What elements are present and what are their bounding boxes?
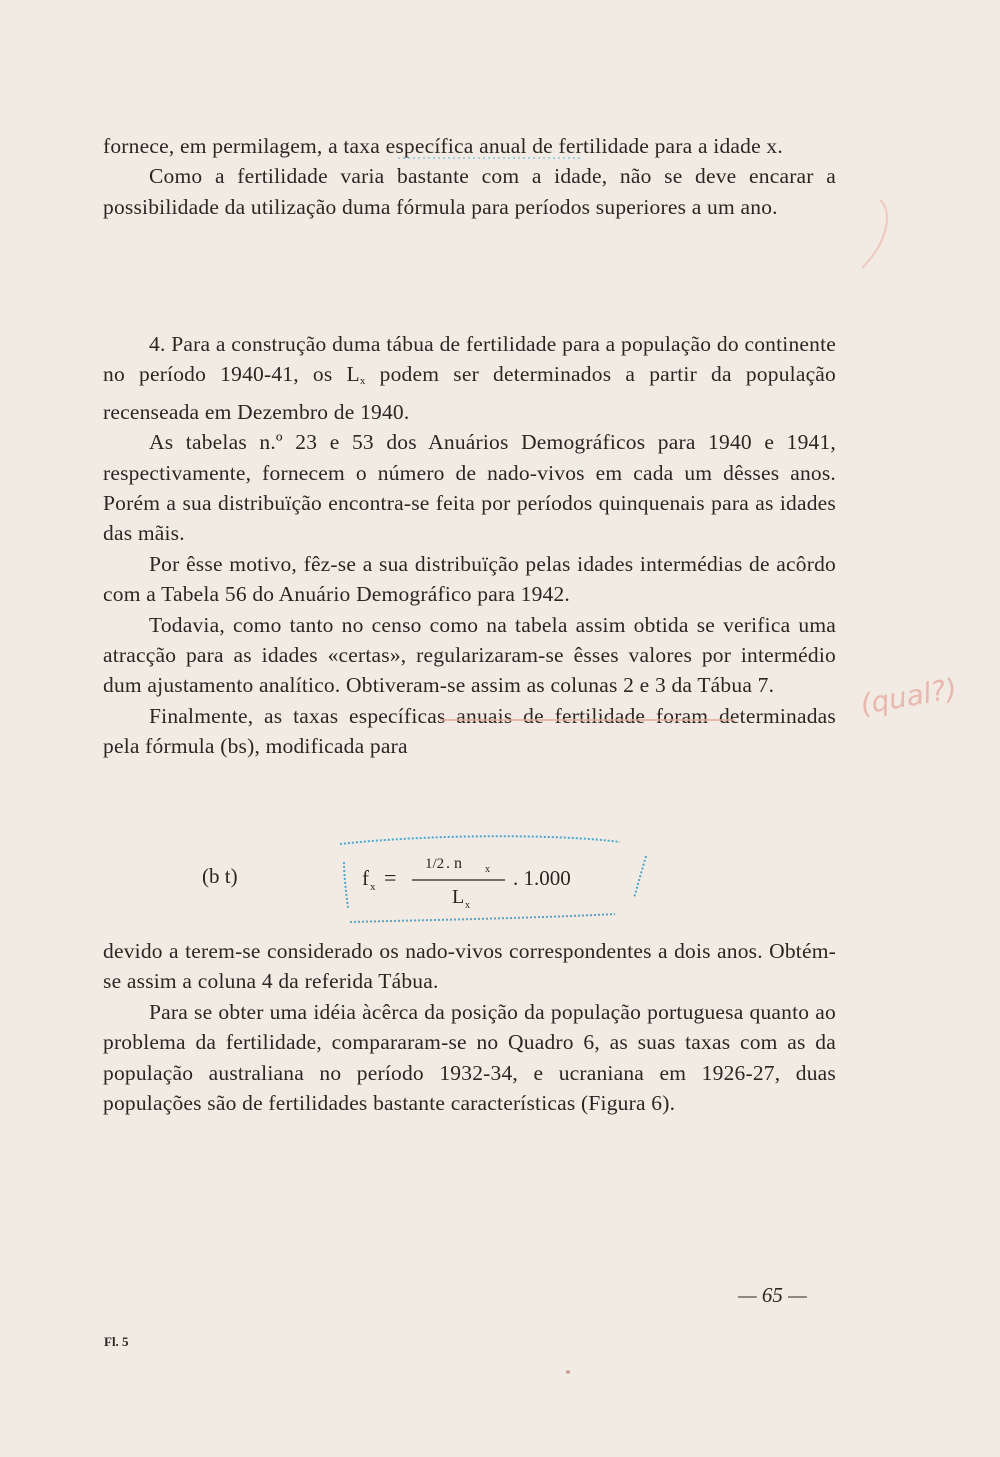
lx-subscript: x <box>359 375 366 388</box>
paragraph-taxa: fornece, em permilagem, a taxa específica anual de fertilidade para a idade x. <box>103 134 783 158</box>
intro-text-b: podem ser determinados a partir da população recenseada em Dezembro de 1940. <box>103 362 837 424</box>
formula-equals: = <box>384 865 397 890</box>
formula-den-sub: x <box>465 900 470 911</box>
paragraph-motivo: Por êsse motivo, fêz-se a sua distribuïção pelas idades intermédias de acôrdo com a Tabela 56 do Anuário Demográfico para 1942. <box>103 551 836 607</box>
formula-num-frac: 1/2 <box>425 856 445 872</box>
text-block-top <box>103 131 836 222</box>
section-4 <box>103 329 836 762</box>
formula-den: L <box>452 886 465 908</box>
red-bracket-right <box>862 200 887 268</box>
paragraph-tabelas: As tabelas n.º 23 e 53 dos Anuários Demográficos para 1940 e 1941, respectivamente, fornecem o número de nado-vivos em cada um dêsses anos. Porém a sua distribuïção encontra-se feita por períodos quinquenais para as idades das mãis. <box>103 430 836 546</box>
paragraph-todavia: Todavia, como tanto no censo como na tabela assim obtida se verifica uma atracção para as idades «certas», regularizaram-se êsses valores por intermédio dum ajustamento analítico. Obtiveram-se assim as colunas 2 e 3 da Tábua 7. <box>103 612 836 698</box>
paragraph-fertilidade-idade: Como a fertilidade varia bastante com a idade, não se deve encarar a possibilidade da utilização duma fórmula para períodos superiores a um ano. <box>103 164 836 219</box>
formula-label: (b t) <box>202 864 238 888</box>
page-number: — 65 — <box>738 1283 807 1307</box>
paragraph-finalmente: Finalmente, as taxas específicas anuais de fertilidade foram determinadas pela fórmula (bs), modificada para <box>103 703 836 759</box>
formula-lhs: f <box>362 866 369 890</box>
paragraph-devido: devido a terem-se considerado os nado-vivos correspondentes a dois anos. Obtém-se assim a coluna 4 da referida Tábua. <box>103 939 836 994</box>
paragraph-section-4-intro <box>103 329 836 427</box>
formula-num-sub: x <box>485 864 490 875</box>
text-block-bottom <box>103 936 836 1118</box>
formula-bt <box>100 830 840 930</box>
formula-multiplier: . 1.000 <box>513 866 571 890</box>
pencil-annotation-qual: (qual?) <box>857 671 960 722</box>
formula-svg <box>100 830 840 930</box>
formula-lhs-sub: x <box>370 881 376 893</box>
signature-mark: Fl. 5 <box>104 1334 129 1349</box>
paragraph-comparacao: Para se obter uma idéia àcêrca da posição da população portuguesa quanto ao problema da fertilidade, compararam-se no Quadro 6, as suas taxas com as da população australiana no período 1932-34, e ucraniana em 1926-27, duas populações são de fertilidades bastante características (Figura 6). <box>103 999 836 1116</box>
formula-num-dot: . n <box>446 855 462 872</box>
intro-text-a: 4. Para a construção duma tábua de fertilidade para a população do continente no período 1940-41, os L <box>103 332 836 387</box>
